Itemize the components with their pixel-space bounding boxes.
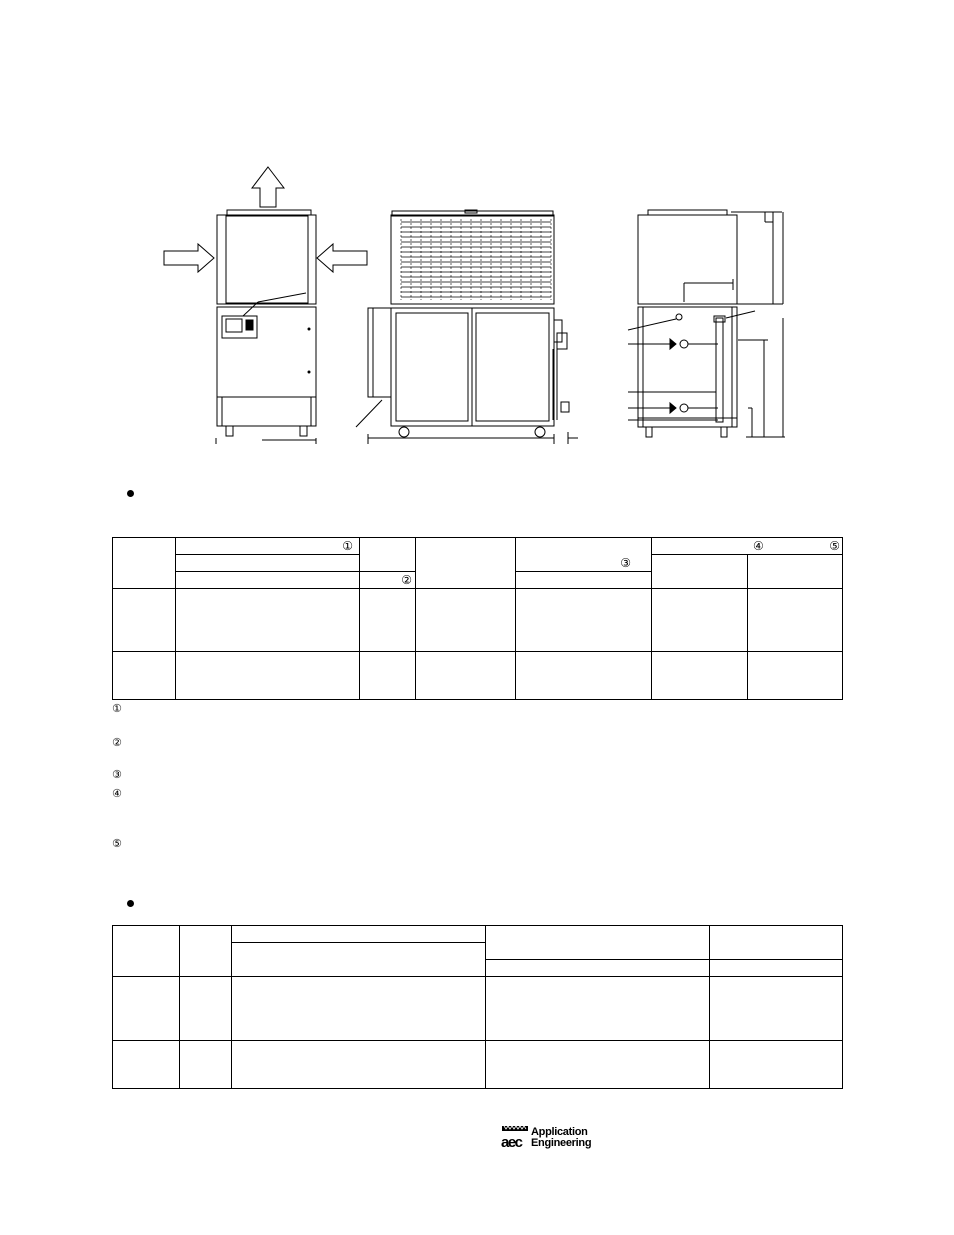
note-1: ① (112, 702, 122, 715)
t1-h2-col6 (652, 555, 748, 589)
t2-h3-col4 (486, 960, 710, 977)
t1-h2-col7 (748, 555, 843, 589)
note-mark-2: ② (401, 573, 412, 587)
right-view (628, 210, 785, 437)
logo-line-2: Engineering (531, 1137, 592, 1149)
t2-h-col5 (710, 926, 843, 960)
aec-logo-mark-text: aec (501, 1134, 522, 1151)
t2-h3-col5 (710, 960, 843, 977)
note-mark-4: ④ (753, 539, 764, 553)
t2-h2-col3 (232, 943, 486, 977)
aec-logo (501, 1125, 605, 1151)
logo-line-1: Application (531, 1126, 588, 1138)
airflow-in-right-arrow (317, 244, 367, 272)
table-row (113, 977, 843, 1041)
t2-h-col3 (232, 926, 486, 943)
t1-h-col6-7 (652, 538, 843, 555)
left-view (164, 167, 367, 444)
table-row (113, 589, 843, 652)
t1-h-col2 (176, 538, 360, 555)
t2-h-col4 (486, 926, 710, 960)
section1-bullet (127, 490, 134, 497)
coil-grille (401, 222, 551, 297)
equipment-drawing (0, 0, 954, 470)
table-row (113, 652, 843, 700)
note-4: ④ (112, 787, 122, 800)
airflow-up-arrow (252, 167, 284, 207)
spec-table-1 (112, 537, 843, 700)
spec-table-2 (112, 925, 843, 1089)
t1-h-col3 (360, 538, 416, 572)
t2-h-col1 (113, 926, 180, 977)
t1-h2-col2 (176, 555, 360, 572)
aec-logo-mark (501, 1125, 531, 1151)
section2-bullet (127, 900, 134, 907)
t1-h3-col2 (176, 572, 360, 589)
note-3: ③ (112, 768, 122, 781)
middle-view (356, 210, 578, 444)
note-mark-1: ① (342, 539, 353, 553)
note-mark-5: ⑤ (829, 539, 840, 553)
t2-h-col2 (180, 926, 232, 977)
t1-h3-col5 (516, 572, 652, 589)
t1-h3-col3 (360, 572, 416, 589)
note-2: ② (112, 736, 122, 749)
t1-h-col5 (516, 538, 652, 572)
t1-model-header (113, 538, 176, 589)
airflow-in-left-arrow (164, 244, 214, 272)
table-row (113, 1041, 843, 1089)
t1-h-col4 (416, 538, 516, 589)
note-5: ⑤ (112, 837, 122, 850)
note-mark-3: ③ (620, 556, 631, 570)
